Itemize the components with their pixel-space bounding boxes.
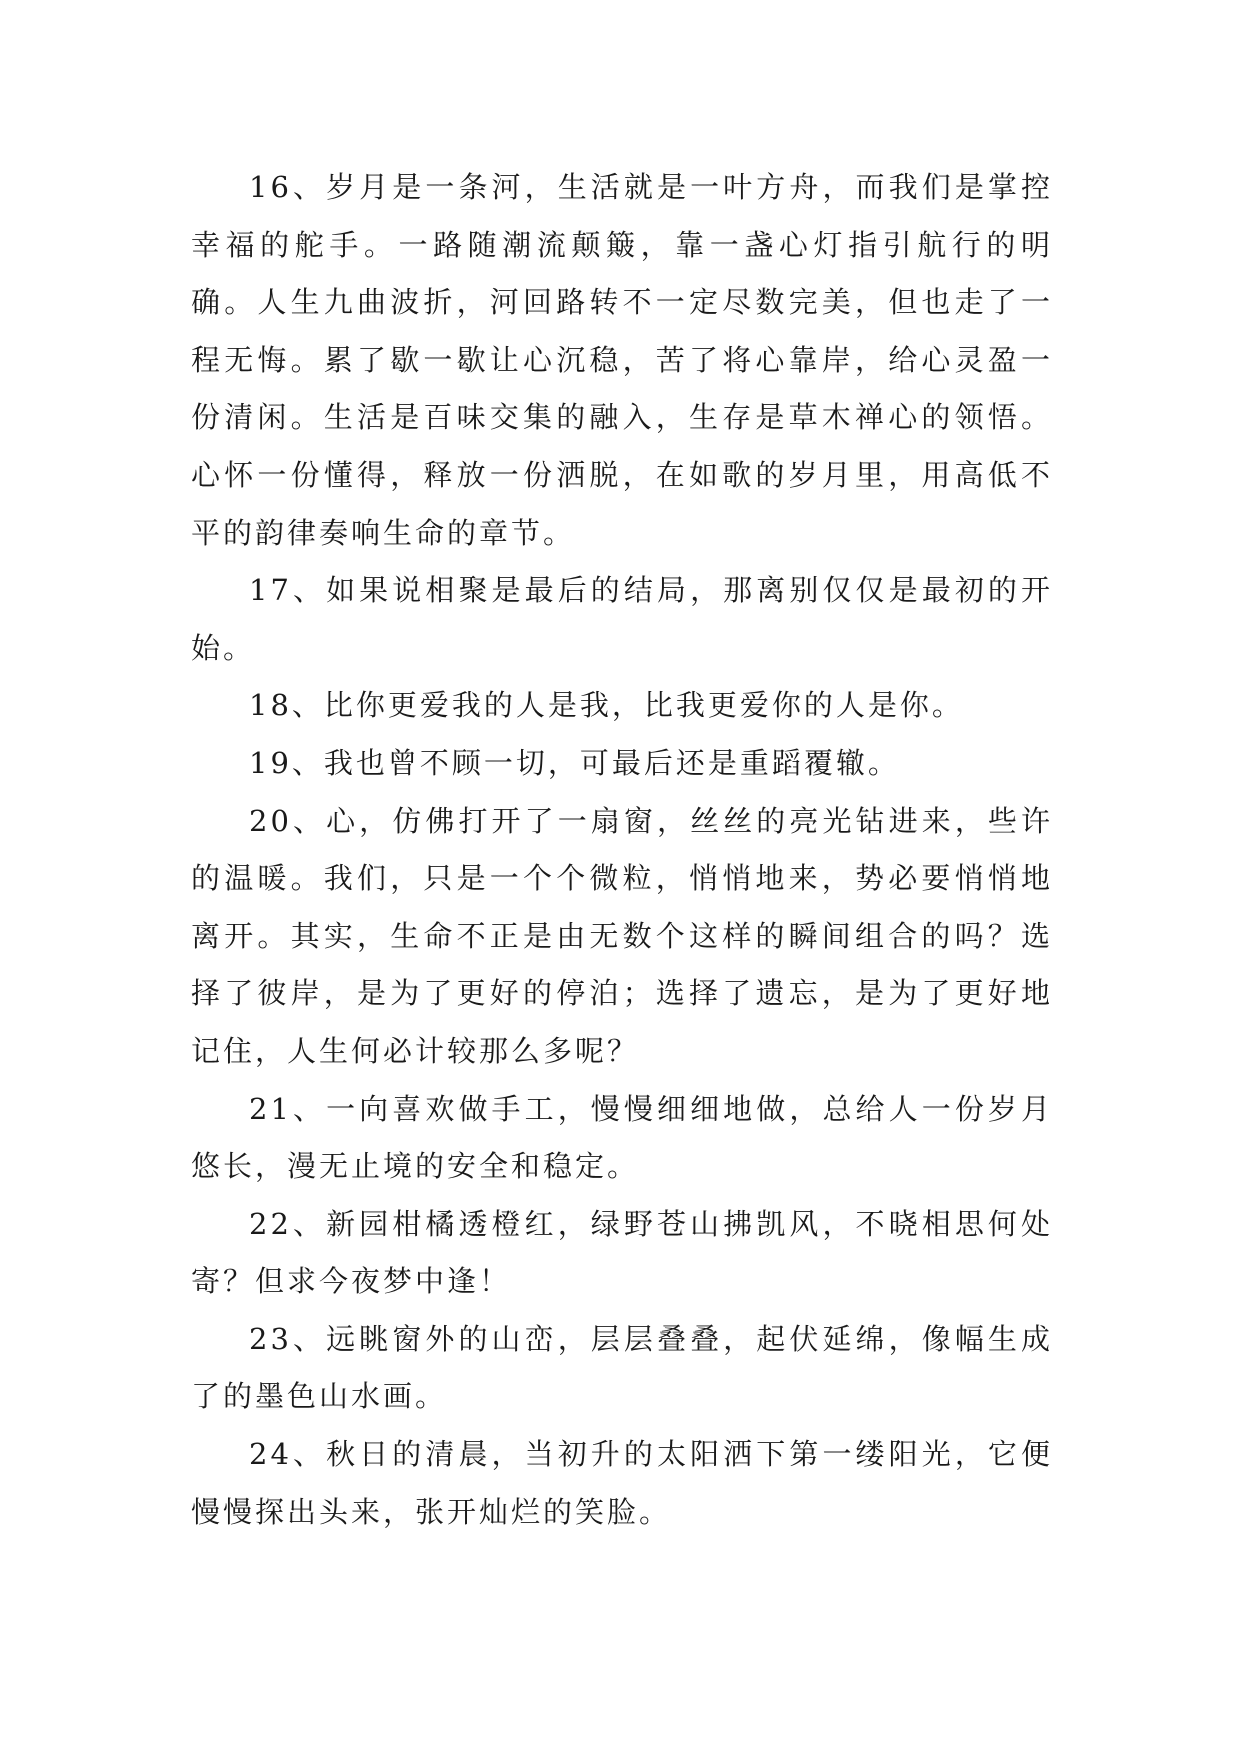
paragraph-16: 16、岁月是一条河，生活就是一叶方舟，而我们是掌控幸福的舵手。一路随潮流颠簸，靠一盏心灯指引航行的明确。人生九曲波折，河回路转不一定尽数完美，但也走了一程无悔。累了歇一歇让心沉稳，苦了将心靠岸，给心灵盈一份清闲。生活是百味交集的融入，生存是草木禅心的领悟。心怀一份懂得，释放一份洒脱，在如歌的岁月里，用高低不平的韵律奏响生命的章节。 <box>191 170 1053 550</box>
paragraph-18: 18、比你更爱我的人是我，比我更爱你的人是你。 <box>249 688 964 723</box>
paragraph-24: 24、秋日的清晨，当初升的太阳洒下第一缕阳光，它便慢慢探出头来，张开灿烂的笑脸。 <box>191 1437 1053 1529</box>
paragraph-19: 19、我也曾不顾一切，可最后还是重蹈覆辙。 <box>249 745 900 780</box>
paragraph-21: 21、一向喜欢做手工，慢慢细细地做，总给人一份岁月悠长，漫无止境的安全和稳定。 <box>191 1091 1053 1184</box>
document-body <box>191 159 1053 1541</box>
paragraph-17: 17、如果说相聚是最后的结局，那离别仅仅是最初的开始。 <box>191 573 1053 665</box>
paragraph-22: 22、新园柑橘透橙红，绿野苍山拂凯风，不晓相思何处寄？但求今夜梦中逢！ <box>191 1206 1053 1299</box>
paragraph-23: 23、远眺窗外的山峦，层层叠叠，起伏延绵，像幅生成了的墨色山水画。 <box>191 1321 1053 1414</box>
paragraph-20: 20、心，仿佛打开了一扇窗，丝丝的亮光钻进来，些许的温暖。我们，只是一个个微粒，悄悄地来，势必要悄悄地离开。其实，生命不正是由无数个这样的瞬间组合的吗？选择了彼岸，是为了更好的停泊；选择了遗忘，是为了更好地记住，人生何必计较那么多呢？ <box>191 803 1053 1068</box>
